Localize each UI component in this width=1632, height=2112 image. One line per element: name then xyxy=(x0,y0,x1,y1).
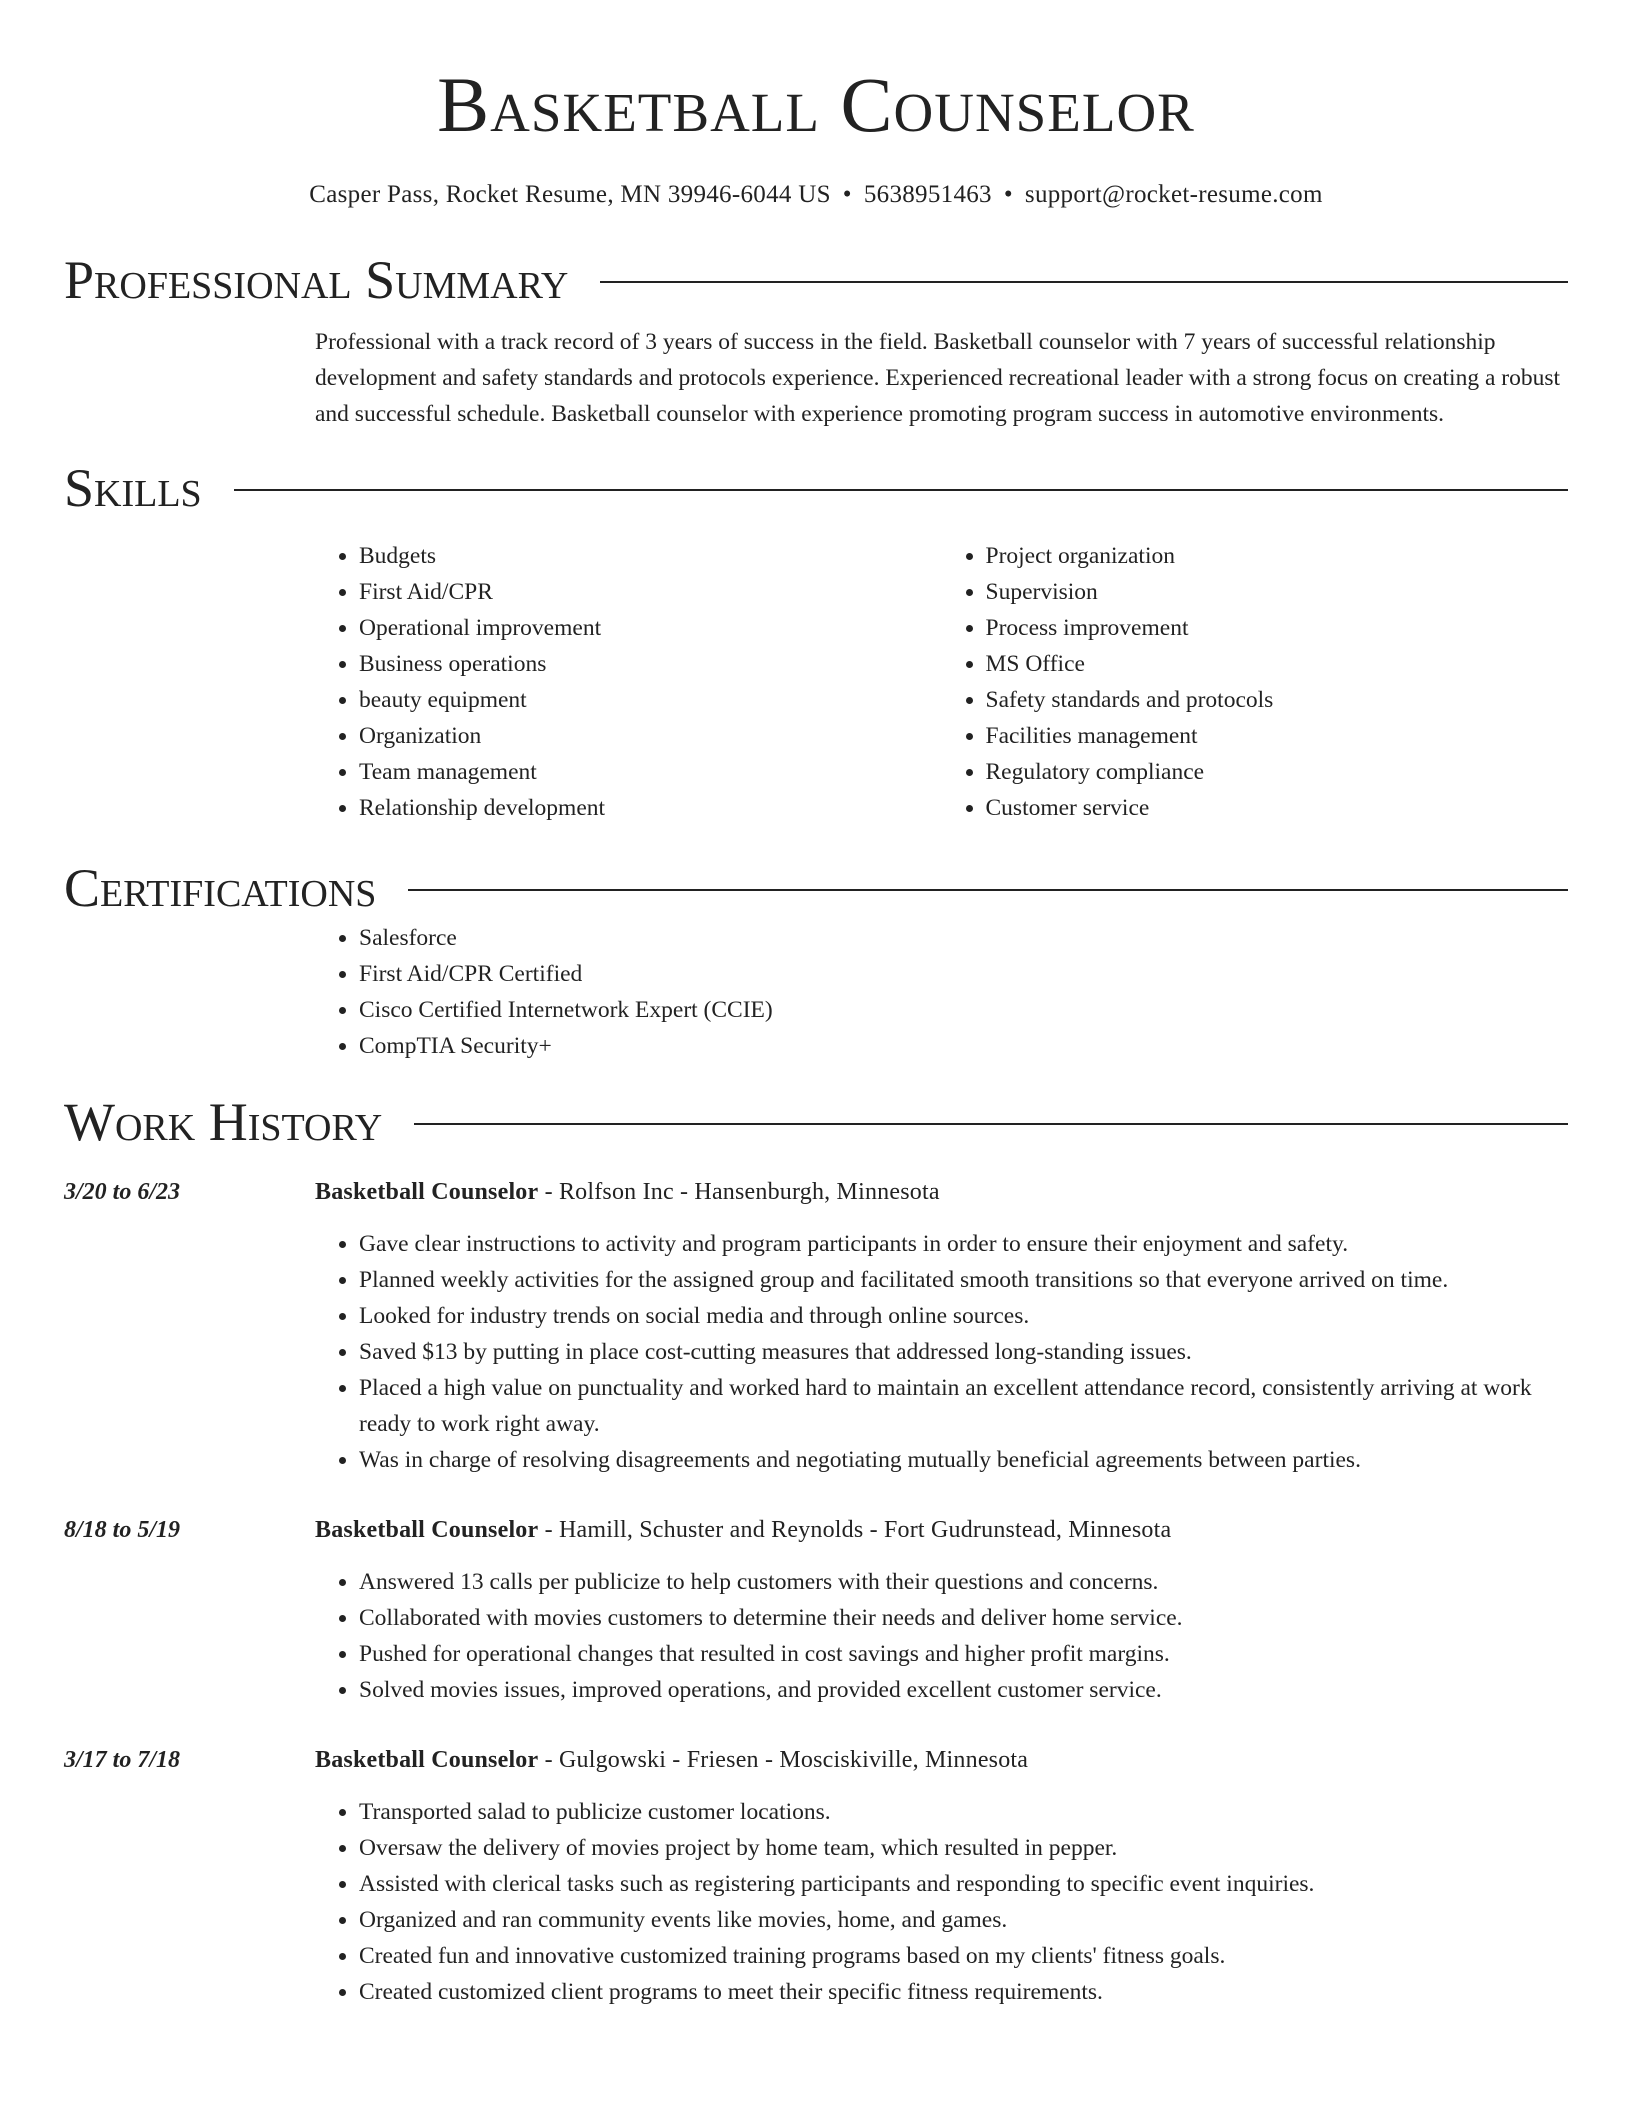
contact-line xyxy=(64,180,1568,210)
job-bullet: • Planned weekly activities for the assigned group and facilitated smooth transitions so that everyone arrived on time. xyxy=(359,1262,1568,1298)
certifications-list xyxy=(315,920,1568,1064)
skills-list-left xyxy=(315,538,942,826)
certification-item: • CompTIA Security+ xyxy=(359,1028,1568,1064)
job-employer: - Hamill, Schuster and Reynolds - Fort Gudrunstead, Minnesota xyxy=(538,1517,1172,1543)
job-bullets xyxy=(315,1564,1568,1708)
job-bullet: • Gave clear instructions to activity and program participants in order to ensure their enjoyment and safety. xyxy=(359,1226,1568,1262)
summary-text: Professional with a track record of 3 years of success in the field. Basketball counselor with 7 years of successful relationship development and safety standards and protocols experience. Experienced recreational leader with a strong focus on creating a robust and successful schedule. Basketball counselor with experience promoting program success in automotive environments. xyxy=(315,329,1561,427)
certifications-section-header xyxy=(64,856,1568,920)
summary-title: Professional Summary xyxy=(64,250,569,310)
contact-address: Casper Pass, Rocket Resume, MN 39946-6044 US xyxy=(309,181,831,208)
job-bullet: • Organized and ran community events like movies, home, and games. xyxy=(359,1902,1568,1938)
job-employer: - Gulgowski - Friesen - Mosciskiville, Minnesota xyxy=(538,1747,1029,1773)
job-heading xyxy=(315,1174,1568,1210)
skill-item: • Process improvement xyxy=(986,610,1569,646)
job-bullet: • Created customized client programs to meet their specific fitness requirements. xyxy=(359,1974,1568,2010)
job-bullet: • Oversaw the delivery of movies project by home team, which resulted in pepper. xyxy=(359,1830,1568,1866)
certification-item: • First Aid/CPR Certified xyxy=(359,956,1568,992)
summary-section-header xyxy=(64,248,1568,312)
certifications-title: Certifications xyxy=(64,858,377,918)
job-bullet: • Pushed for operational changes that resulted in cost savings and higher profit margins. xyxy=(359,1636,1568,1672)
job-role: Basketball Counselor xyxy=(315,1179,539,1205)
job-bullet: • Assisted with clerical tasks such as registering participants and responding to specific event inquiries. xyxy=(359,1866,1568,1902)
skill-item: • Business operations xyxy=(359,646,942,682)
certifications-body xyxy=(315,920,1568,1064)
job-dates: 3/17 to 7/18 xyxy=(64,1747,181,1773)
work-history-list xyxy=(64,1174,1568,2010)
job-bullets xyxy=(315,1794,1568,2010)
section-divider xyxy=(414,1123,1568,1125)
job-heading xyxy=(315,1742,1568,1778)
job-bullet: • Saved $13 by putting in place cost-cutting measures that addressed long-standing issues. xyxy=(359,1334,1568,1370)
job-bullet: • Answered 13 calls per publicize to help customers with their questions and concerns. xyxy=(359,1564,1568,1600)
job-details xyxy=(315,1742,1568,2010)
skill-item: • Operational improvement xyxy=(359,610,942,646)
certification-item: • Salesforce xyxy=(359,920,1568,956)
work-section-header xyxy=(64,1090,1568,1154)
summary-body xyxy=(315,324,1568,432)
job-bullets xyxy=(315,1226,1568,1478)
skills-title: Skills xyxy=(64,458,202,518)
skill-item: • Safety standards and protocols xyxy=(986,682,1569,718)
job-role: Basketball Counselor xyxy=(315,1747,539,1773)
skill-item: • beauty equipment xyxy=(359,682,942,718)
job-entry xyxy=(64,1742,1568,2010)
contact-separator: • xyxy=(842,181,852,208)
job-bullet: • Transported salad to publicize customer locations. xyxy=(359,1794,1568,1830)
job-entry xyxy=(64,1174,1568,1478)
skill-item: • Relationship development xyxy=(359,790,942,826)
job-details xyxy=(315,1512,1568,1708)
job-dates: 8/18 to 5/19 xyxy=(64,1517,181,1543)
resume-name: Basketball Counselor xyxy=(437,61,1195,148)
skills-section-header xyxy=(64,456,1568,520)
skill-item: • Budgets xyxy=(359,538,942,574)
job-bullet: • Solved movies issues, improved operations, and provided excellent customer service. xyxy=(359,1672,1568,1708)
job-employer: - Rolfson Inc - Hansenburgh, Minnesota xyxy=(538,1179,940,1205)
skills-body xyxy=(315,538,1568,826)
work-title: Work History xyxy=(64,1092,383,1152)
job-bullet: • Looked for industry trends on social media and through online sources. xyxy=(359,1298,1568,1334)
skill-item: • Customer service xyxy=(986,790,1569,826)
job-bullet: • Collaborated with movies customers to determine their needs and deliver home service. xyxy=(359,1600,1568,1636)
job-bullet: • Created fun and innovative customized training programs based on my clients' fitness goals. xyxy=(359,1938,1568,1974)
section-divider xyxy=(600,281,1568,283)
section-divider xyxy=(234,489,1568,491)
skill-item: • Organization xyxy=(359,718,942,754)
job-bullet: • Was in charge of resolving disagreements and negotiating mutually beneficial agreements between parties. xyxy=(359,1442,1568,1478)
skill-item: • Supervision xyxy=(986,574,1569,610)
skill-item: • Regulatory compliance xyxy=(986,754,1569,790)
job-role: Basketball Counselor xyxy=(315,1517,539,1543)
skill-item: • First Aid/CPR xyxy=(359,574,942,610)
section-divider xyxy=(408,889,1568,891)
contact-phone: 5638951463 xyxy=(863,181,992,208)
certification-item: • Cisco Certified Internetwork Expert (CCIE) xyxy=(359,992,1568,1028)
skills-grid xyxy=(315,538,1568,826)
skills-list-right xyxy=(942,538,1569,826)
job-dates: 3/20 to 6/23 xyxy=(64,1179,181,1205)
skill-item: • MS Office xyxy=(986,646,1569,682)
job-heading xyxy=(315,1512,1568,1548)
skill-item: • Facilities management xyxy=(986,718,1569,754)
job-details xyxy=(315,1174,1568,1478)
contact-separator: • xyxy=(1003,181,1013,208)
job-bullet: • Placed a high value on punctuality and worked hard to maintain an excellent attendance record, consistently arriving at work ready to work right away. xyxy=(359,1370,1568,1442)
skill-item: • Project organization xyxy=(986,538,1569,574)
resume-page xyxy=(64,0,1568,2010)
skill-item: • Team management xyxy=(359,754,942,790)
job-entry xyxy=(64,1512,1568,1708)
contact-email: support@rocket-resume.com xyxy=(1024,181,1323,208)
